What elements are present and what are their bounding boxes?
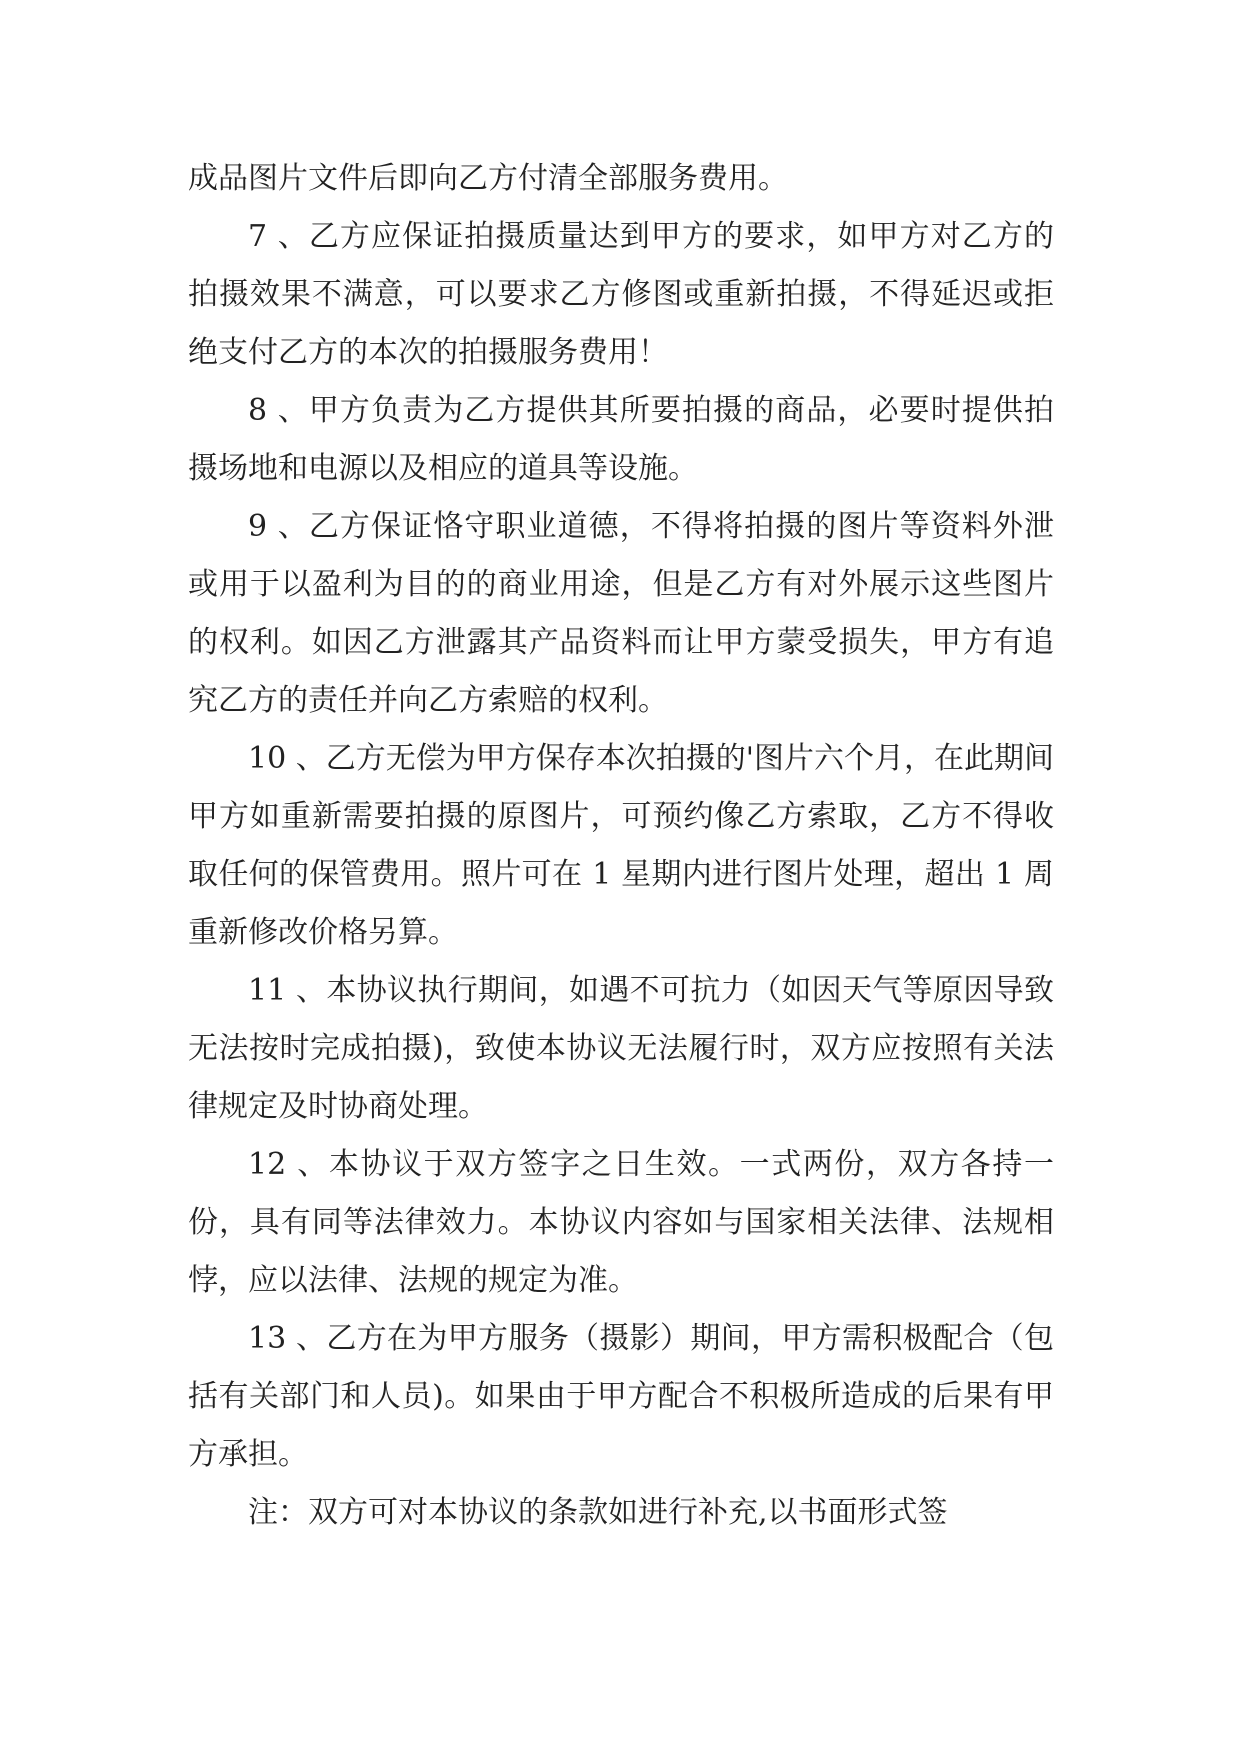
clause-11: 11 、本协议执行期间，如遇不可抗力（如因天气等原因导致无法按时完成拍摄)，致使本协议无法履行时，双方应按照有关法律规定及时协商处理。 bbox=[188, 973, 1054, 1124]
paragraph-continuation: 成品图片文件后即向乙方付清全部服务费用。 bbox=[188, 161, 788, 196]
clause-10: 10 、乙方无偿为甲方保存本次拍摄的'图片六个月，在此期间甲方如重新需要拍摄的原图片，可预约像乙方索取，乙方不得收取任何的保管费用。照片可在 1 星期内进行图片处理，超出 1 周重新修改价格另算。 bbox=[188, 741, 1054, 950]
clause-7: 7 、乙方应保证拍摄质量达到甲方的要求，如甲方对乙方的拍摄效果不满意，可以要求乙方修图或重新拍摄，不得延迟或拒绝支付乙方的本次的拍摄服务费用！ bbox=[188, 219, 1054, 370]
clause-12: 12 、本协议于双方签字之日生效。一式两份，双方各持一份，具有同等法律效力。本协议内容如与国家相关法律、法规相悖，应以法律、法规的规定为准。 bbox=[188, 1147, 1054, 1298]
clause-9: 9 、乙方保证恪守职业道德，不得将拍摄的图片等资料外泄或用于以盈利为目的的商业用途，但是乙方有对外展示这些图片的权利。如因乙方泄露其产品资料而让甲方蒙受损失，甲方有追究乙方的责任并向乙方索赔的权利。 bbox=[188, 509, 1054, 718]
clause-8: 8 、甲方负责为乙方提供其所要拍摄的商品，必要时提供拍摄场地和电源以及相应的道具等设施。 bbox=[188, 393, 1054, 486]
clause-13: 13 、乙方在为甲方服务（摄影）期间，甲方需积极配合（包括有关部门和人员)。如果由于甲方配合不积极所造成的后果有甲方承担。 bbox=[188, 1321, 1054, 1472]
note-paragraph: 注：双方可对本协议的条款如进行补充,以书面形式签 bbox=[248, 1495, 948, 1530]
document-body bbox=[188, 150, 1054, 1542]
